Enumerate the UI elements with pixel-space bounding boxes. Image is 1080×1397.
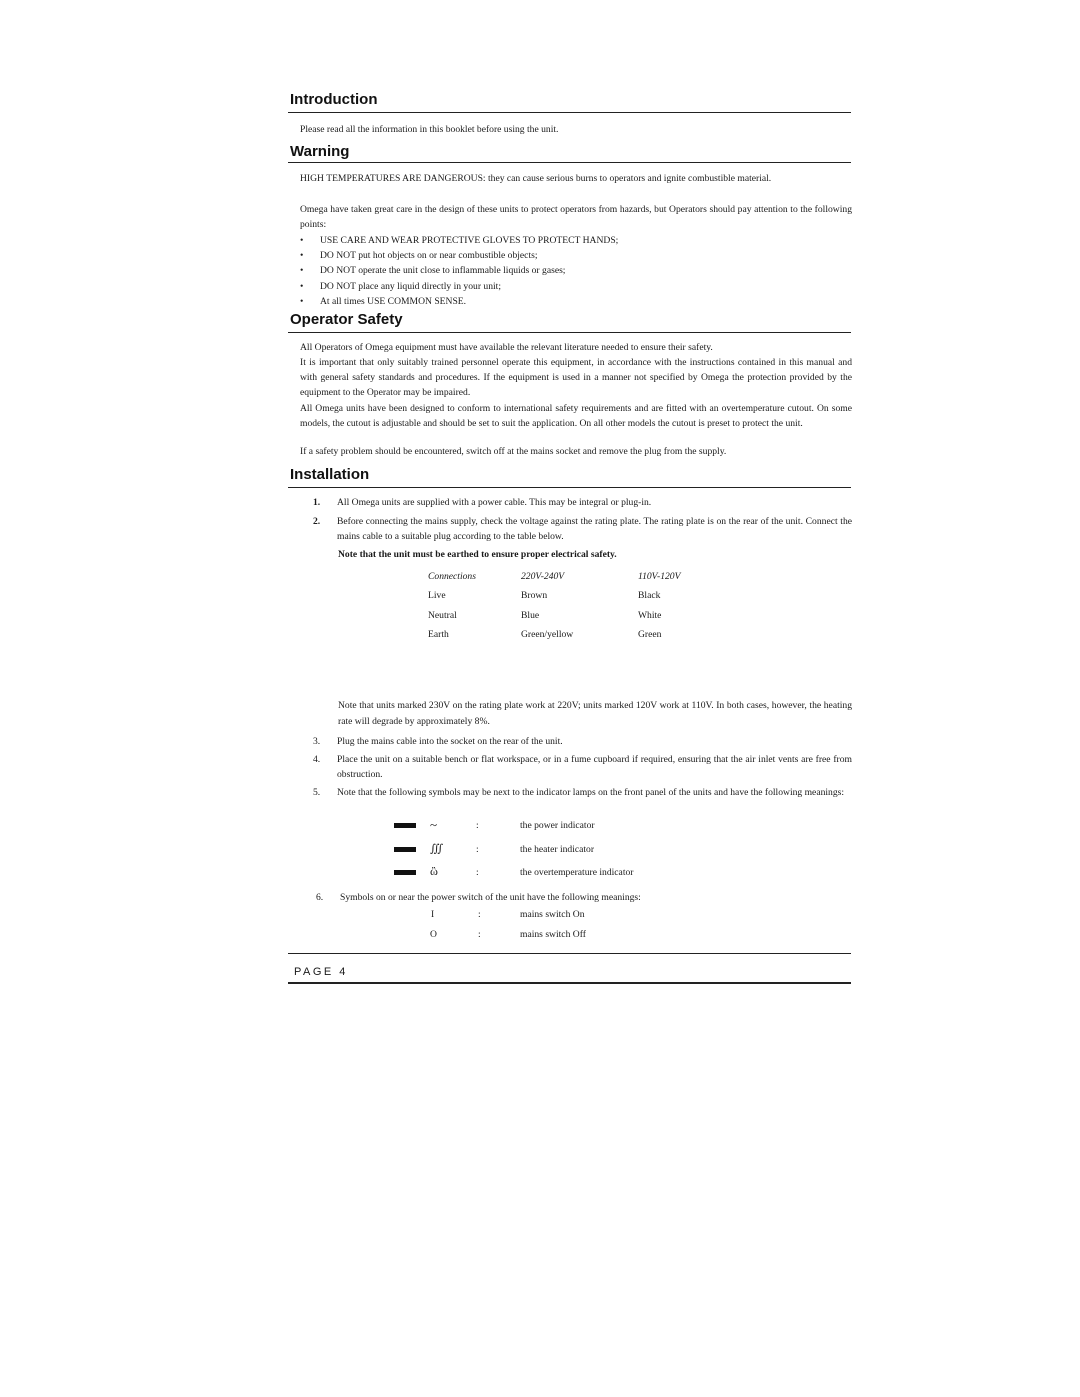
operator-safety-paragraph-1: All Operators of Omega equipment must have available the relevant literature needed to ensure their safety. (300, 342, 713, 353)
installation-step-5 (313, 785, 852, 800)
separator: : (478, 909, 481, 920)
step-number: 4. (313, 754, 321, 765)
table-cell: Blue (521, 609, 540, 621)
step-number: 2. (313, 516, 321, 527)
table-cell: Earth (428, 628, 449, 640)
footer-divider-bottom (288, 982, 851, 984)
step-text: Symbols on or near the power switch of the unit have the following meanings: (340, 892, 641, 903)
symbol-meaning: the heater indicator (520, 844, 595, 855)
operator-safety-heading: Operator Safety (290, 311, 403, 328)
overtemperature-indicator-icon: ὣ (430, 864, 438, 878)
warning-paragraph-2: Omega have taken great care in the design of these units to protect operators from hazards, but Operators should pay attention to the following points: (300, 204, 852, 230)
heater-indicator-icon: ∭ (430, 843, 444, 855)
column-header: Connections (428, 571, 476, 582)
symbol-meaning: the overtemperature indicator (520, 867, 634, 878)
operator-safety-divider (288, 332, 851, 333)
installation-step-3 (313, 734, 852, 749)
column-header: 220V-240V (521, 571, 565, 582)
table-cell: Neutral (428, 609, 457, 621)
operator-safety-paragraph-2: It is important that only suitably trained personnel operate this equipment, in accordance with the instructions contained in this manual and with general safety standards and procedures. If the equipment is used in a manner not specified by Omega the protection provided by the equipment to the Operator may be impaired. (300, 357, 852, 398)
switch-meaning-off: mains switch Off (520, 929, 586, 940)
indicator-lamp-icon (394, 823, 416, 828)
switch-meaning-on: mains switch On (520, 909, 585, 920)
step-number: 5. (313, 787, 321, 798)
installation-step-4 (313, 752, 852, 782)
column-header: 110V-120V (638, 571, 681, 582)
installation-step-6 (316, 890, 855, 905)
step-text: All Omega units are supplied with a power cable. This may be integral or plug-in. (337, 497, 652, 508)
step-text: Place the unit on a suitable bench or flat workspace, or in a fume cupboard if required, ensuring that the air inlet vents are free from obstruction. (337, 754, 852, 780)
switch-symbol-on: I (431, 909, 435, 920)
warning-list-item: • DO NOT put hot objects on or near combustible objects; (300, 248, 618, 263)
indicator-lamp-icon (394, 847, 416, 852)
page-number: PAGE 4 (294, 966, 348, 978)
separator: : (476, 867, 479, 878)
warning-list-item: • DO NOT operate the unit close to inflammable liquids or gases; (300, 263, 618, 278)
indicator-lamp-icon (394, 870, 416, 875)
installation-heading: Installation (290, 466, 370, 483)
step-text: Plug the mains cable into the socket on the rear of the unit. (337, 736, 563, 747)
step-number: 6. (316, 892, 324, 903)
warning-list-item: • USE CARE AND WEAR PROTECTIVE GLOVES TO PROTECT HANDS; (300, 233, 618, 248)
warning-list-item: • DO NOT place any liquid directly in your unit; (300, 279, 618, 294)
warning-list (300, 233, 618, 309)
table-cell: Brown (521, 590, 548, 602)
warning-heading: Warning (290, 143, 350, 160)
power-indicator-icon: ~ (430, 817, 438, 832)
installation-divider (288, 487, 851, 488)
table-cell: Black (638, 590, 661, 602)
operator-safety-paragraph-4: If a safety problem should be encountered, switch off at the mains socket and remove the plug from the supply. (300, 446, 727, 457)
separator: : (476, 820, 479, 831)
warning-divider (288, 162, 851, 163)
voltage-note: Note that units marked 230V on the rating plate work at 220V; units marked 120V work at 110V. In both cases, however, the heating rate will degrade by approximately 8%. (338, 700, 852, 727)
introduction-heading: Introduction (290, 91, 378, 108)
step-number: 1. (313, 497, 321, 508)
installation-step-2 (313, 514, 852, 544)
separator: : (478, 929, 481, 940)
symbol-meaning: the power indicator (520, 820, 595, 831)
operator-safety-paragraph-3: All Omega units have been designed to conform to international safety requirements and are fitted with an overtemperature cutout. On some models, the cutout is adjustable and should be set to suit the application. On all other models the cutout is preset to protect the unit. (300, 403, 852, 429)
table-cell: Green/yellow (521, 628, 574, 640)
switch-symbol-off: O (430, 929, 437, 940)
separator: : (476, 844, 479, 855)
warning-list-item: • At all times USE COMMON SENSE. (300, 294, 618, 309)
introduction-text: Please read all the information in this booklet before using the unit. (300, 124, 559, 135)
step-number: 3. (313, 736, 321, 747)
table-cell: Green (638, 628, 662, 640)
earth-safety-note: Note that the unit must be earthed to ensure proper electrical safety. (338, 549, 617, 560)
warning-paragraph-1: HIGH TEMPERATURES ARE DANGEROUS: they can cause serious burns to operators and ignite combustible material. (300, 173, 772, 184)
installation-step-1 (313, 495, 852, 510)
step-text: Note that the following symbols may be next to the indicator lamps on the front panel of the units and have the following meanings: (337, 787, 845, 798)
table-cell: White (638, 609, 662, 621)
table-cell: Live (428, 590, 446, 602)
step-text: Before connecting the mains supply, check the voltage against the rating plate. The rating plate is on the rear of the unit. Connect the mains cable to a suitable plug according to the table below. (337, 516, 852, 542)
footer-divider-top (288, 953, 851, 954)
introduction-divider (288, 112, 851, 113)
